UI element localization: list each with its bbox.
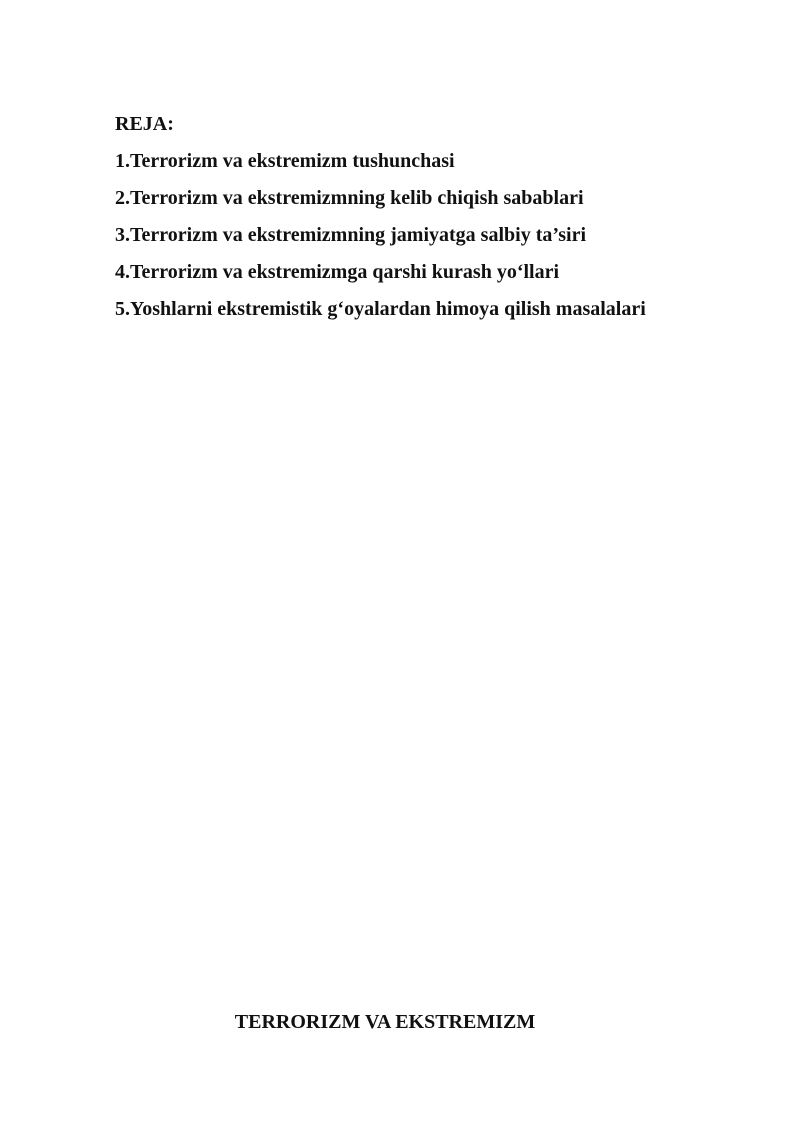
outline-list [115,147,755,323]
outline-item-5: 5.Yoshlarni ekstremistik g‘oyalardan himoya qilish masalalari [115,298,646,320]
section-title: TERRORIZM VA EKSTREMIZM [234,1011,536,1033]
outline-item-2: 2.Terrorizm va ekstremizmning kelib chiqish sabablari [115,187,584,209]
outline-item-3: 3.Terrorizm va ekstremizmning jamiyatga salbiy ta’siri [115,224,587,246]
outline-heading: REJA: [115,113,174,135]
outline-item-1: 1.Terrorizm va ekstremizm tushunchasi [115,150,455,172]
outline-section [115,110,755,332]
outline-item-4: 4.Terrorizm va ekstremizmga qarshi kurash yo‘llari [115,261,560,283]
